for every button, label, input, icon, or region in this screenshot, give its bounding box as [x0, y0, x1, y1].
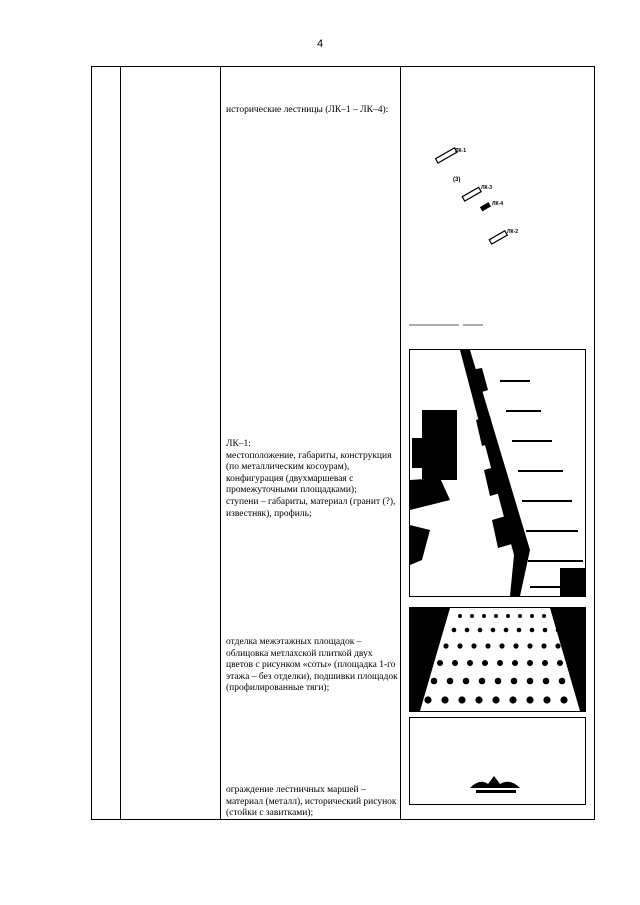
stair-marker-lk2: [489, 229, 518, 244]
table-column-divider: [220, 67, 221, 819]
plan-label-lk4: ЛК-4: [492, 201, 504, 207]
stair-marker-lk1: [435, 148, 466, 163]
landing-tile-photo: [409, 607, 586, 712]
plan-label-lk2: ЛК-2: [507, 229, 519, 235]
table-column-divider: [400, 67, 401, 819]
plan-label-lk3: ЛК-3: [481, 185, 493, 191]
document-table: [91, 66, 595, 820]
plan-marker: (3): [453, 177, 461, 183]
stair-marker-lk3: [462, 185, 492, 201]
historic-stairs-heading: исторические лестницы (ЛК–1 – ЛК–4):: [226, 105, 389, 115]
stair-marker-lk4: [481, 201, 504, 211]
table-column-divider: [120, 67, 121, 819]
page-number: 4: [316, 38, 324, 50]
stairs-location-plan: [409, 137, 586, 337]
railing-description: ограждение лестничных маршей – материал (металл), исторический рисунок (стойки с завитками);: [226, 785, 397, 819]
railing-photo: [409, 717, 586, 805]
landing-finish-description: отделка межэтажных площадок – облицовка метлахской плиткой двух цветов с рисунком «соты» (площадка 1-го этажа – без отделки), подшивки площадок (профилированные тяги);: [226, 637, 398, 694]
lk1-stairs-photo: [409, 349, 586, 597]
plan-label-lk1: ЛК-1: [455, 148, 467, 154]
lk1-description: ЛК–1: местоположение, габариты, конструкция (по металлическим косоурам), конфигурация (двухмаршевая с промежуточными площадками); ступени – габариты, материал (гранит (?), известняк), профиль;: [226, 439, 396, 519]
